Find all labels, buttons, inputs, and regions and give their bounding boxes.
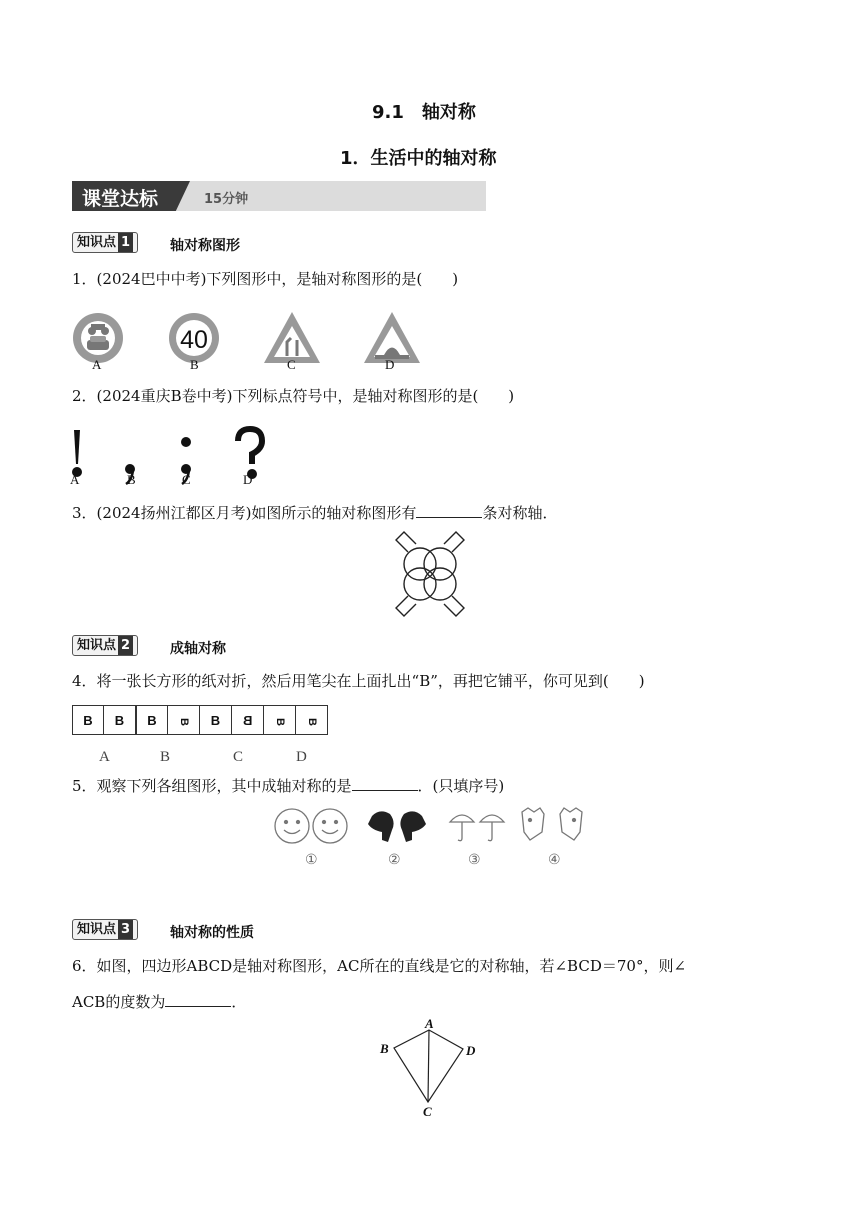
q2-option-a: A	[70, 472, 80, 487]
q4-box: B	[104, 705, 136, 735]
kp1-header	[72, 231, 138, 253]
q4-box: B	[72, 705, 104, 735]
q2-option-d: D	[243, 472, 253, 487]
point-b-label: B	[380, 1041, 389, 1056]
q1-option-a: A	[92, 357, 102, 372]
q2-option-c: C	[182, 472, 191, 487]
sign-d-icon	[364, 312, 420, 363]
sign-c-icon	[264, 312, 320, 363]
kp3-title: 轴对称的性质	[170, 925, 254, 941]
q4-box: B	[264, 705, 296, 735]
q4-box: B	[232, 705, 264, 735]
q4-option-c: C	[233, 749, 244, 765]
banner	[72, 181, 486, 211]
q5-figures	[272, 806, 592, 850]
q2-option-b: B	[127, 472, 136, 487]
q2-text: 2．(2024重庆B卷中考)下列标点符号中，是轴对称图形的是( )	[72, 387, 515, 405]
q4-option-d: D	[296, 749, 307, 765]
q4-option-a: A	[99, 749, 110, 765]
q1-option-d: D	[385, 357, 395, 372]
point-c-label: C	[423, 1104, 432, 1119]
banner-label: 课堂达标	[82, 188, 159, 210]
kp2-title: 成轴对称	[170, 641, 226, 657]
point-a-label: A	[425, 1016, 434, 1031]
q5-text: 5．观察下列各组图形，其中成轴对称的是 ．(只填序号)	[72, 777, 505, 795]
kp-tag: 知识点 2	[72, 635, 138, 656]
q3-answer-blank[interactable]	[416, 503, 482, 518]
cartoon-face-pair-icon	[522, 808, 582, 840]
kp-tag: 知识点 1	[72, 232, 138, 253]
q6-line2: ACB的度数为 ．	[72, 993, 247, 1011]
q1-option-c: C	[287, 357, 296, 372]
q4-option-boxes	[72, 705, 328, 735]
q3-text: 3．(2024扬州江都区月考)如图所示的轴对称图形有 条对称轴．	[72, 504, 558, 522]
q2-punctuation	[66, 426, 286, 486]
q5-label-3: ③	[468, 853, 481, 868]
q6-answer-blank[interactable]	[165, 992, 231, 1007]
sign-b-icon	[169, 313, 219, 363]
q4-option-b: B	[160, 749, 171, 765]
q5-label-2: ②	[388, 853, 401, 868]
q1-option-b: B	[190, 357, 199, 372]
q5-label-4: ④	[548, 853, 561, 868]
q1-signs	[70, 310, 430, 374]
q3-figure	[382, 530, 478, 620]
kp3-header	[72, 918, 138, 940]
q1-text: 1．(2024巴中中考)下列图形中，是轴对称图形的是( )	[72, 270, 459, 288]
banner-time: 15分钟	[204, 192, 249, 207]
q5-answer-blank[interactable]	[352, 776, 418, 791]
q4-box: B	[136, 705, 168, 735]
smiley-pair-icon	[275, 809, 347, 843]
q5-label-1: ①	[305, 853, 318, 868]
q6-kite-figure	[370, 1016, 490, 1122]
q4-box: B	[296, 705, 328, 735]
q4-text: 4．将一张长方形的纸对折，然后用笔尖在上面扎出“B”，再把它铺平，你可见到( )	[72, 672, 645, 690]
point-d-label: D	[466, 1043, 476, 1058]
q4-box: B	[200, 705, 232, 735]
umbrella-pair-icon	[450, 815, 504, 841]
exclamation-icon	[72, 430, 82, 477]
svg-text:40: 40	[180, 326, 208, 354]
q4-box: B	[168, 705, 200, 735]
subsection-title: 1．生活中的轴对称	[340, 148, 497, 169]
q6-line1: 6．如图，四边形ABCD是轴对称图形，AC所在的直线是它的对称轴，若∠BCD＝70°，则∠	[72, 957, 687, 975]
kp-tag: 知识点 3	[72, 919, 138, 940]
kp1-title: 轴对称图形	[170, 238, 240, 254]
silhouette-pair-icon	[368, 811, 426, 842]
sign-a-icon	[73, 313, 123, 363]
section-title: 9.1 轴对称	[372, 102, 476, 123]
kp2-header	[72, 634, 138, 656]
